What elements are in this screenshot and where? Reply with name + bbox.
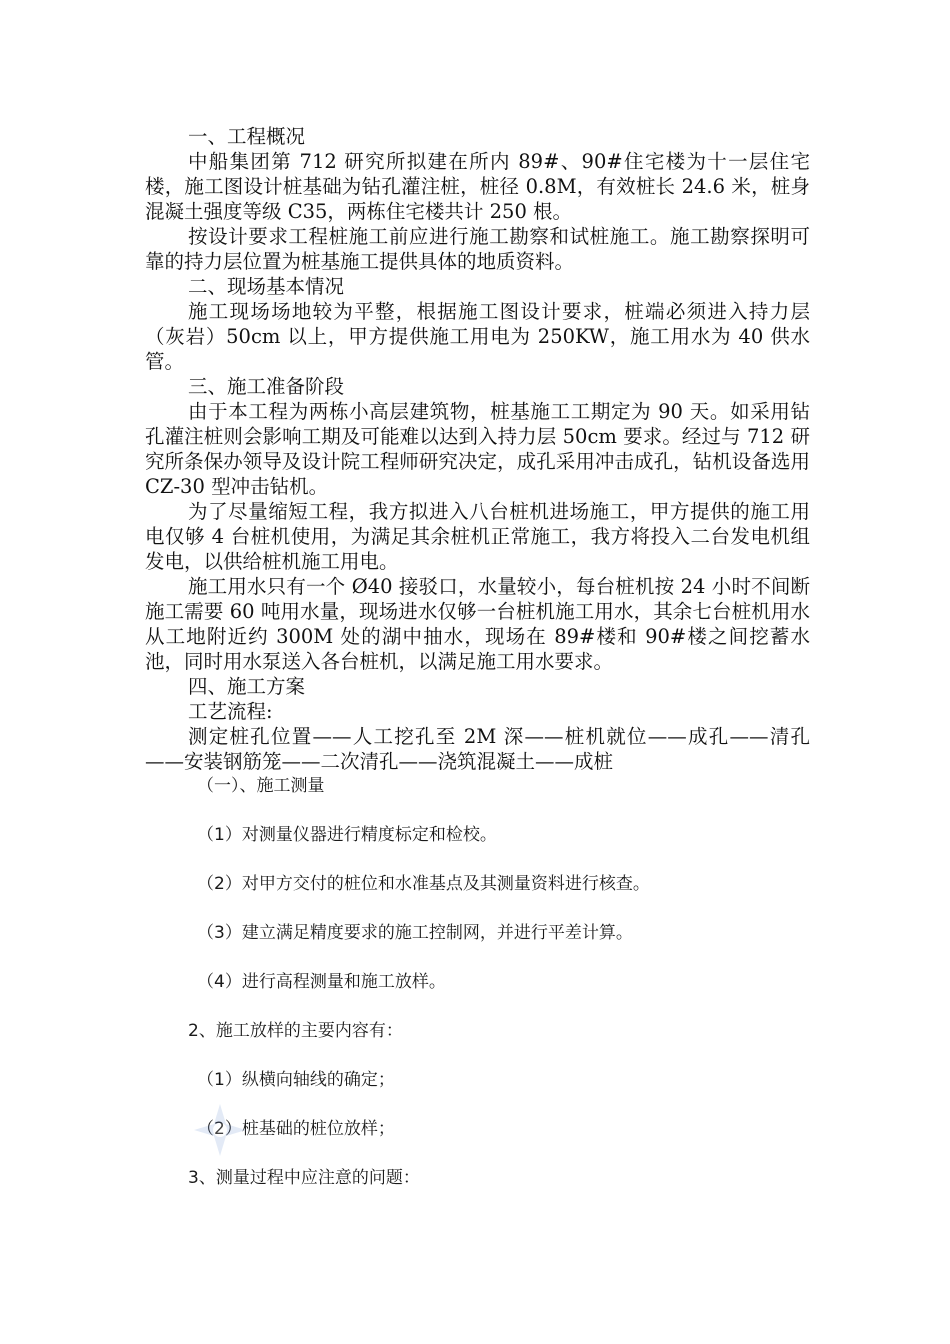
watermark-logo-icon: [190, 1100, 250, 1160]
paragraph-schedule: 由于本工程为两栋小高层建筑物，桩基施工工期定为 90 天。如采用钻孔灌注桩则会影响工期及可能难以达到入持力层 50cm 要求。经过与 712 研究所条保办领导及设计院工程师研究决定，成孔采用冲击成孔，钻机设备选用 CZ-30 型冲击钻机。: [145, 400, 810, 498]
paragraph-site-conditions: 施工现场场地较为平整，根据施工图设计要求，桩端必须进入持力层（灰岩）50cm 以上，甲方提供施工用电为 250KW，施工用水为 40 供水管。: [145, 300, 810, 373]
paragraph-process-flow: 测定桩孔位置——人工挖孔至 2M 深——桩机就位——成孔——清孔——安装钢筋笼——二次清孔——浇筑混凝土——成桩: [145, 725, 810, 773]
paragraph-process-flow-label: 工艺流程:: [188, 700, 273, 723]
list-item-survey-heading: （一）、施工测量: [197, 776, 325, 796]
paragraph-water-supply: 施工用水只有一个 Ø40 接驳口，水量较小，每台桩机按 24 小时不间断施工需要 60 吨用水量，现场进水仅够一台桩机施工用水，其余七台桩机用水从工地附近约 300M 处的湖中抽水，现场在 89#楼和 90#楼之间挖蓄水池，同时用水泵送入各台桩机，以满足施工用水要求。: [145, 575, 810, 673]
list-item: （3）建立满足精度要求的施工控制网，并进行平差计算。: [197, 923, 633, 943]
heading-site-conditions: 二、现场基本情况: [188, 275, 345, 298]
paragraph-project-description: 中船集团第 712 研究所拟建在所内 89#、90#住宅楼为十一层住宅楼，施工图设计桩基础为钻孔灌注桩，桩径 0.8M，有效桩长 24.6 米，桩身混凝土强度等级 C35，两栋住宅楼共计 250 根。: [145, 150, 810, 223]
list-heading-layout: 2、施工放样的主要内容有：: [188, 1021, 403, 1041]
paragraph-power-supply: 为了尽量缩短工程，我方拟进入八台桩机进场施工，甲方提供的施工用电仅够 4 台桩机使用，为满足其余桩机正常施工，我方将投入二台发电机组发电，以供给桩机施工用电。: [145, 500, 810, 573]
list-heading-notes: 3、测量过程中应注意的问题：: [188, 1168, 420, 1188]
heading-preparation-stage: 三、施工准备阶段: [188, 375, 345, 398]
list-item: （1）对测量仪器进行精度标定和检校。: [197, 825, 497, 845]
heading-project-overview: 一、工程概况: [188, 125, 306, 148]
list-item: （2）桩基础的桩位放样；: [197, 1119, 395, 1139]
list-item: （2）对甲方交付的桩位和水准基点及其测量资料进行核查。: [197, 874, 650, 894]
document-body: [145, 124, 810, 1191]
list-item: （4）进行高程测量和施工放样。: [197, 972, 446, 992]
paragraph-design-requirements: 按设计要求工程桩施工前应进行施工勘察和试桩施工。施工勘察探明可靠的持力层位置为桩基施工提供具体的地质资料。: [145, 225, 810, 273]
heading-construction-plan: 四、施工方案: [188, 675, 306, 698]
list-item: （1）纵横向轴线的确定；: [197, 1070, 395, 1090]
